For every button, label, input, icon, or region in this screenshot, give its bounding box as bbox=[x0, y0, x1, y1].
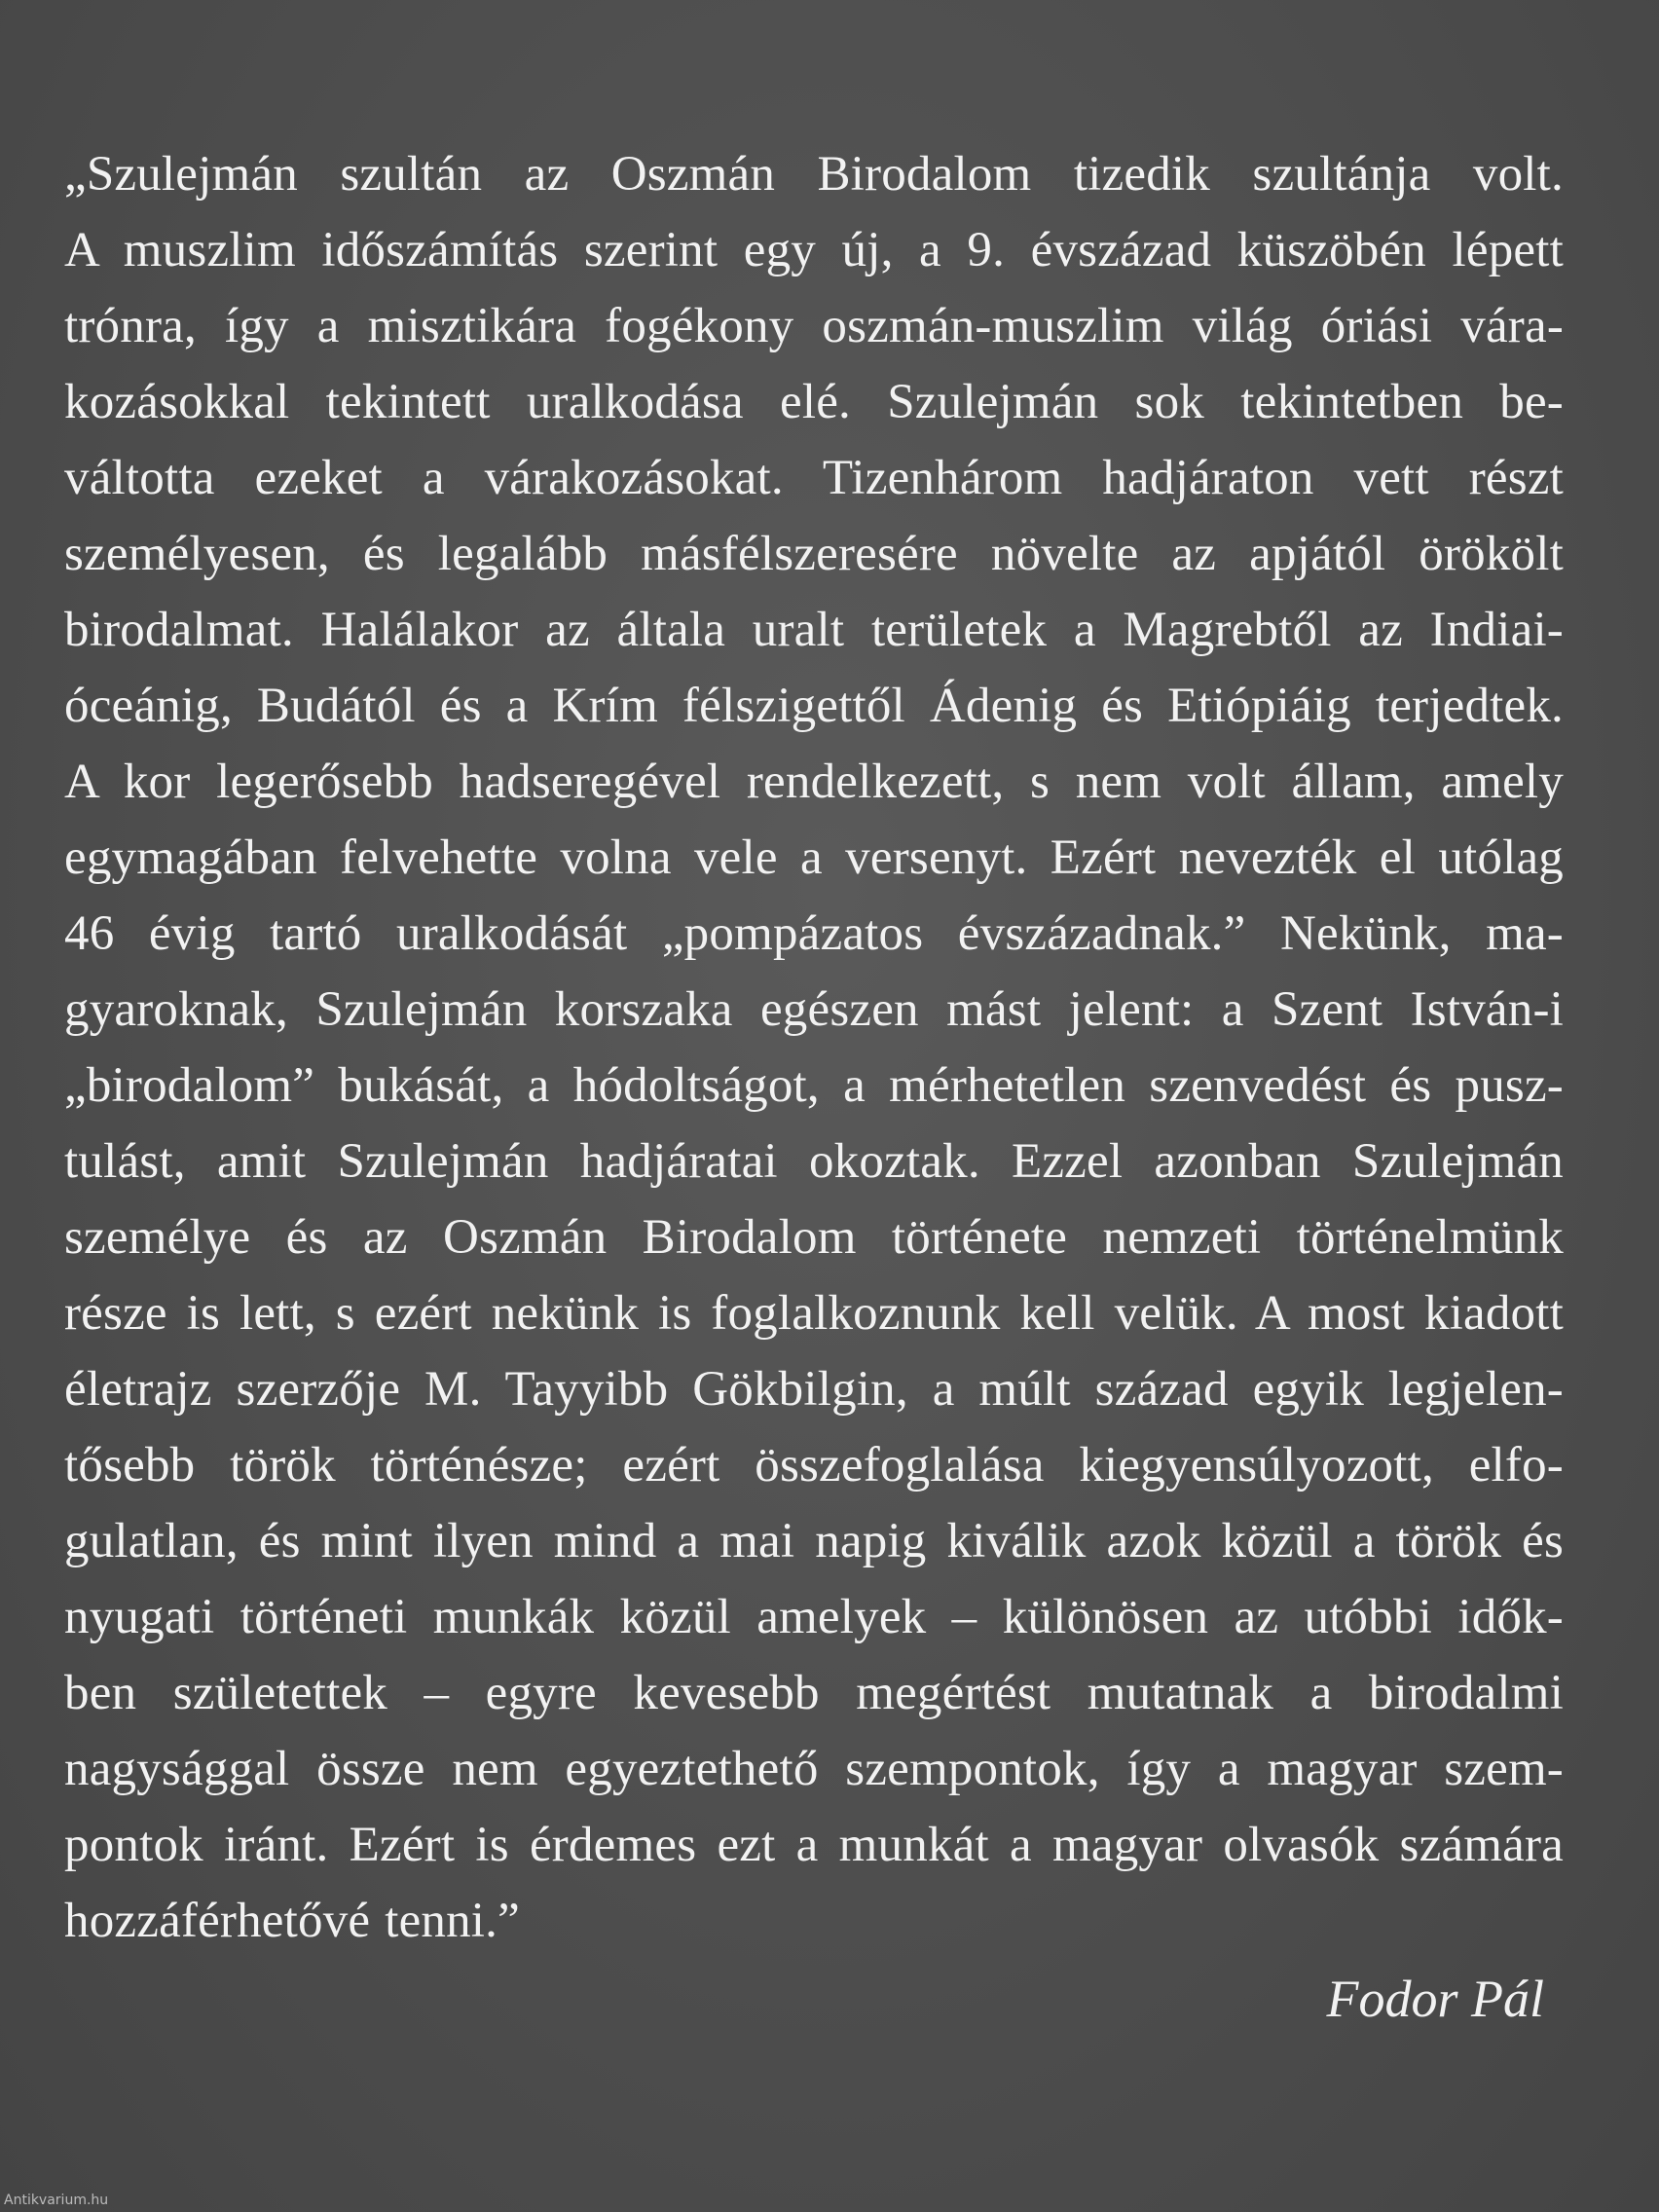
blurb-text bbox=[64, 136, 1564, 1959]
blurb-line: „Szulejmán szultán az Oszmán Birodalom tizedik szultánja volt. bbox=[64, 147, 1564, 202]
blurb-line: A kor legerősebb hadseregével rendelkezett, s nem volt állam, amely bbox=[64, 755, 1564, 809]
blurb-line: nyugati történeti munkák közül amelyek – különösen az utóbbi idők- bbox=[64, 1590, 1564, 1644]
blurb-line: óceánig, Budától és a Krím félszigettől Ádenig és Etiópiáig terjedtek. bbox=[64, 679, 1564, 733]
blurb-line: nagysággal össze nem egyeztethető szempontok, így a magyar szem- bbox=[64, 1742, 1564, 1796]
blurb-line: életrajz szerzője M. Tayyibb Gökbilgin, a múlt század egyik legjelen- bbox=[64, 1362, 1564, 1417]
watermark: Antikvarium.hu bbox=[4, 2193, 109, 2208]
blurb-line: személye és az Oszmán Birodalom története nemzeti történelmünk bbox=[64, 1210, 1564, 1265]
blurb-line: egymagában felvehette volna vele a versenyt. Ezért nevezték el utólag bbox=[64, 830, 1564, 885]
blurb-line: A muszlim időszámítás szerint egy új, a 9. évszázad küszöbén lépett bbox=[64, 223, 1564, 277]
blurb-line: hozzáférhetővé tenni.” bbox=[64, 1894, 520, 1948]
blurb-line: tősebb török történésze; ezért összefoglalása kiegyensúlyozott, elfo- bbox=[64, 1438, 1564, 1493]
author-signature: Fodor Pál bbox=[1326, 1970, 1544, 2028]
blurb-line: 46 évig tartó uralkodását „pompázatos évszázadnak.” Nekünk, ma- bbox=[64, 906, 1564, 961]
blurb-line: „birodalom” bukását, a hódoltságot, a mérhetetlen szenvedést és pusz- bbox=[64, 1058, 1564, 1113]
blurb-line: személyesen, és legalább másfélszeresére növelte az apjától örökölt bbox=[64, 527, 1564, 581]
blurb-line: birodalmat. Halálakor az általa uralt területek a Magrebtől az Indiai- bbox=[64, 603, 1564, 657]
blurb-line: gulatlan, és mint ilyen mind a mai napig kiválik azok közül a török és bbox=[64, 1514, 1564, 1568]
blurb-line: része is lett, s ezért nekünk is foglalkoznunk kell velük. A most kiadott bbox=[64, 1286, 1564, 1341]
blurb-line: gyaroknak, Szulejmán korszaka egészen mást jelent: a Szent István-i bbox=[64, 982, 1564, 1037]
blurb-line: trónra, így a misztikára fogékony oszmán-muszlim világ óriási vára- bbox=[64, 299, 1564, 353]
blurb-line: váltotta ezeket a várakozásokat. Tizenhárom hadjáraton vett részt bbox=[64, 451, 1564, 505]
blurb-line: ben születettek – egyre kevesebb megértést mutatnak a birodalmi bbox=[64, 1666, 1564, 1720]
blurb-line: pontok iránt. Ezért is érdemes ezt a munkát a magyar olvasók számára bbox=[64, 1818, 1564, 1872]
blurb-line: kozásokkal tekintett uralkodása elé. Szulejmán sok tekintetben be- bbox=[64, 375, 1564, 429]
blurb-line: tulást, amit Szulejmán hadjáratai okoztak. Ezzel azonban Szulejmán bbox=[64, 1134, 1564, 1189]
